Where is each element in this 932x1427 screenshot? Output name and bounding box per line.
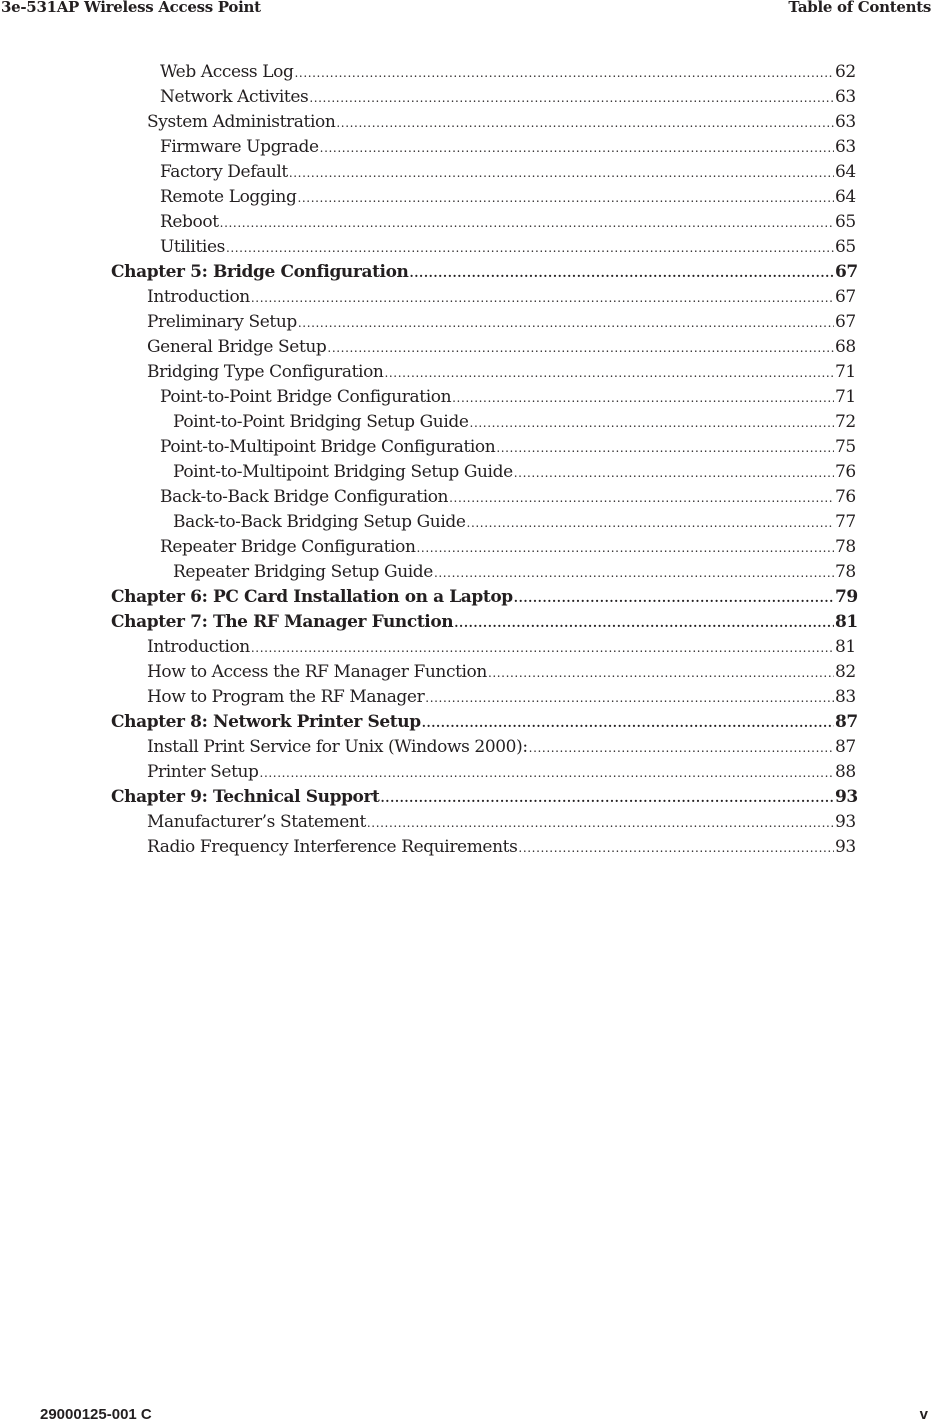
- toc-entry-page: 65: [835, 212, 856, 232]
- toc-entry[interactable]: [0, 535, 932, 560]
- toc-dot-leader: [514, 461, 834, 486]
- toc-dot-leader: [467, 511, 834, 536]
- toc-entry-title: Chapter 7: The RF Manager Function: [111, 612, 454, 632]
- toc-dot-leader: [320, 136, 834, 161]
- toc-entry-title: Back-to-Back Bridge Configuration: [160, 487, 449, 507]
- toc-dot-leader: [260, 761, 834, 786]
- toc-entry-title: Reboot: [160, 212, 219, 232]
- toc-dot-leader: [220, 211, 834, 236]
- toc-dot-leader: [294, 61, 834, 86]
- section-title: Table of Contents: [788, 0, 931, 16]
- toc-entry-title: Remote Logging: [160, 187, 297, 207]
- toc-entry-page: 81: [835, 637, 856, 657]
- toc-entry[interactable]: [0, 360, 932, 385]
- toc-entry-page: 63: [835, 137, 856, 157]
- toc-dot-leader: [417, 536, 834, 561]
- toc-entry-page: 82: [835, 662, 856, 682]
- toc-entry[interactable]: [0, 60, 932, 85]
- toc-entry[interactable]: [0, 235, 932, 260]
- toc-dot-leader: [518, 836, 834, 861]
- page-footer: [0, 1406, 932, 1427]
- toc-entry-page: 64: [835, 162, 856, 182]
- toc-entry-page: 62: [835, 62, 856, 82]
- toc-entry-page: 83: [835, 687, 856, 707]
- toc-entry-title: Point-to-Point Bridging Setup Guide: [173, 412, 469, 432]
- toc-chapter-entry[interactable]: [0, 260, 932, 285]
- toc-entry-page: 67: [835, 262, 858, 282]
- toc-dot-leader: [309, 86, 834, 111]
- toc-entry[interactable]: [0, 185, 932, 210]
- toc-dot-leader: [409, 261, 834, 286]
- toc-entry[interactable]: [0, 110, 932, 135]
- toc-entry-title: Manufacturer’s Statement: [147, 812, 366, 832]
- toc-entry-page: 71: [835, 362, 856, 382]
- toc-entry[interactable]: [0, 685, 932, 710]
- toc-dot-leader: [251, 286, 834, 311]
- toc-entry-title: Preliminary Setup: [147, 312, 297, 332]
- toc-entry-title: Utilities: [160, 237, 225, 257]
- toc-entry-page: 63: [835, 112, 856, 132]
- toc-dot-leader: [336, 111, 834, 136]
- toc-dot-leader: [422, 711, 834, 736]
- toc-entry[interactable]: [0, 760, 932, 785]
- toc-entry[interactable]: [0, 560, 932, 585]
- toc-dot-leader: [454, 611, 834, 636]
- toc-chapter-entry[interactable]: [0, 710, 932, 735]
- toc-entry-title: Printer Setup: [147, 762, 259, 782]
- toc-entry-title: Chapter 8: Network Printer Setup: [111, 712, 421, 732]
- toc-entry-page: 78: [835, 537, 856, 557]
- toc-entry-title: Back-to-Back Bridging Setup Guide: [173, 512, 466, 532]
- toc-entry-title: Point-to-Multipoint Bridge Configuration: [160, 437, 496, 457]
- toc-dot-leader: [367, 811, 834, 836]
- toc-entry-title: Radio Frequency Interference Requirements: [147, 837, 518, 857]
- toc-entry-page: 68: [835, 337, 856, 357]
- toc-dot-leader: [327, 336, 834, 361]
- toc-entry-title: How to Program the RF Manager: [147, 687, 425, 707]
- toc-entry[interactable]: [0, 460, 932, 485]
- toc-entry-page: 77: [835, 512, 856, 532]
- page-number: v: [919, 1406, 928, 1423]
- toc-entry-page: 88: [835, 762, 856, 782]
- document-number: 29000125-001 C: [40, 1406, 152, 1423]
- toc-entry-page: 78: [835, 562, 856, 582]
- toc-entry-title: How to Access the RF Manager Function: [147, 662, 487, 682]
- toc-entry-title: Introduction: [147, 287, 250, 307]
- toc-entry-title: Repeater Bridge Configuration: [160, 537, 416, 557]
- toc-entry[interactable]: [0, 410, 932, 435]
- toc-entry-title: Network Activites: [160, 87, 309, 107]
- toc-entry-title: General Bridge Setup: [147, 337, 327, 357]
- toc-entry-title: Point-to-Multipoint Bridging Setup Guide: [173, 462, 513, 482]
- toc-entry-page: 81: [835, 612, 858, 632]
- toc-dot-leader: [529, 736, 834, 761]
- toc-entry-page: 71: [835, 387, 856, 407]
- toc-dot-leader: [434, 561, 834, 586]
- toc-dot-leader: [297, 186, 834, 211]
- toc-chapter-entry[interactable]: [0, 585, 932, 610]
- toc-entry-page: 76: [835, 462, 856, 482]
- toc-entry[interactable]: [0, 335, 932, 360]
- toc-dot-leader: [384, 361, 834, 386]
- toc-entry-page: 87: [835, 737, 856, 757]
- toc-entry[interactable]: [0, 810, 932, 835]
- toc-entry-title: Chapter 6: PC Card Installation on a Laptop: [111, 587, 513, 607]
- toc-dot-leader: [381, 786, 834, 811]
- toc-entry-page: 64: [835, 187, 856, 207]
- toc-entry[interactable]: [0, 485, 932, 510]
- toc-entry-title: Web Access Log: [160, 62, 294, 82]
- table-of-contents: [0, 60, 932, 860]
- toc-entry[interactable]: [0, 85, 932, 110]
- toc-entry[interactable]: [0, 660, 932, 685]
- toc-dot-leader: [496, 436, 834, 461]
- toc-entry[interactable]: [0, 510, 932, 535]
- toc-dot-leader: [289, 161, 834, 186]
- toc-entry-page: 76: [835, 487, 856, 507]
- toc-entry-title: Chapter 9: Technical Support: [111, 787, 380, 807]
- toc-entry-page: 65: [835, 237, 856, 257]
- toc-entry[interactable]: [0, 835, 932, 860]
- toc-entry-title: Chapter 5: Bridge Configuration: [111, 262, 409, 282]
- toc-dot-leader: [452, 386, 834, 411]
- toc-entry[interactable]: [0, 160, 932, 185]
- toc-entry-title: Point-to-Point Bridge Configuration: [160, 387, 452, 407]
- toc-entry-page: 93: [835, 812, 856, 832]
- toc-entry-page: 79: [835, 587, 858, 607]
- toc-chapter-entry[interactable]: [0, 785, 932, 810]
- toc-entry-title: Introduction: [147, 637, 250, 657]
- toc-entry-page: 93: [835, 787, 858, 807]
- toc-entry-page: 93: [835, 837, 856, 857]
- toc-entry[interactable]: [0, 210, 932, 235]
- toc-dot-leader: [298, 311, 834, 336]
- toc-entry-title: Factory Default: [160, 162, 288, 182]
- toc-dot-leader: [514, 586, 834, 611]
- toc-entry[interactable]: [0, 435, 932, 460]
- toc-dot-leader: [226, 236, 834, 261]
- toc-entry[interactable]: [0, 635, 932, 660]
- toc-dot-leader: [488, 661, 834, 686]
- toc-entry-page: 72: [835, 412, 856, 432]
- toc-entry-title: System Administration: [147, 112, 336, 132]
- toc-dot-leader: [449, 486, 834, 511]
- toc-entry-page: 87: [835, 712, 858, 732]
- toc-entry[interactable]: [0, 310, 932, 335]
- toc-entry[interactable]: [0, 735, 932, 760]
- toc-entry-page: 67: [835, 287, 856, 307]
- page-header: [0, 0, 932, 20]
- toc-dot-leader: [251, 636, 834, 661]
- toc-entry[interactable]: [0, 285, 932, 310]
- toc-entry-title: Bridging Type Configuration: [147, 362, 384, 382]
- toc-entry-page: 67: [835, 312, 856, 332]
- toc-entry[interactable]: [0, 385, 932, 410]
- toc-entry-page: 63: [835, 87, 856, 107]
- toc-chapter-entry[interactable]: [0, 610, 932, 635]
- toc-entry[interactable]: [0, 135, 932, 160]
- toc-entry-title: Repeater Bridging Setup Guide: [173, 562, 433, 582]
- toc-dot-leader: [425, 686, 834, 711]
- toc-entry-page: 75: [835, 437, 856, 457]
- toc-entry-title: Install Print Service for Unix (Windows 2000):: [147, 737, 528, 757]
- document-title: 3e-531AP Wireless Access Point: [1, 0, 261, 16]
- toc-entry-title: Firmware Upgrade: [160, 137, 319, 157]
- toc-dot-leader: [470, 411, 834, 436]
